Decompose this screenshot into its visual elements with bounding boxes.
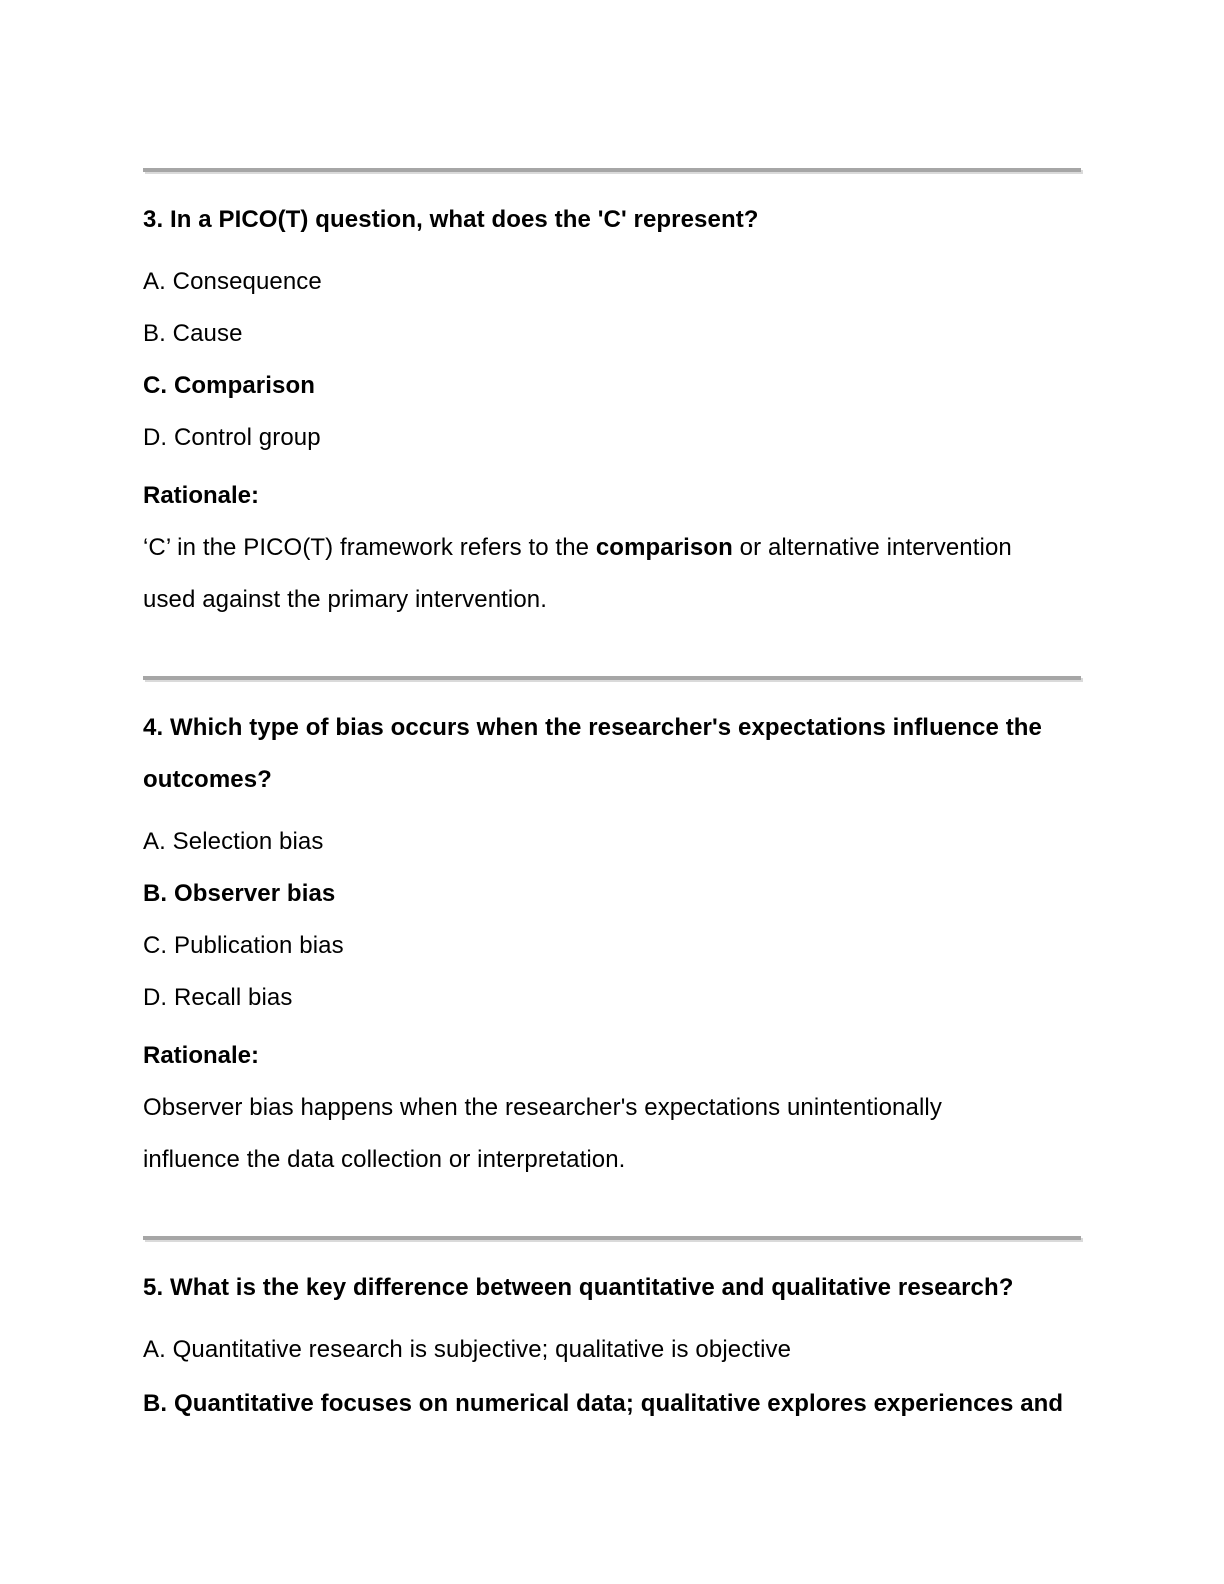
rationale-text-line: [143, 574, 1081, 626]
answer-options: [143, 816, 1081, 1024]
section-divider: [143, 168, 1081, 172]
text-segment: or alternative intervention: [732, 534, 1012, 561]
section-divider: [143, 676, 1081, 680]
rationale-label: Rationale:: [143, 482, 260, 509]
rationale-block: [143, 1030, 1081, 1186]
document-content: [143, 0, 1081, 1430]
rationale-text-line: [143, 522, 1081, 574]
text-segment: Observer bias happens when the researcher's expectations unintentionally: [143, 1094, 942, 1121]
answer-option: A. Consequence: [143, 268, 322, 295]
question-block: [143, 1236, 1081, 1430]
answer-option: B. Quantitative focuses on numerical data; qualitative explores experiences and: [143, 1390, 1064, 1417]
section-divider: [143, 1236, 1081, 1240]
rationale-text-line: [143, 1134, 1081, 1186]
text-segment: influence the data collection or interpretation.: [143, 1146, 626, 1173]
question-heading-line: 3. In a PICO(T) question, what does the 'C' represent?: [143, 206, 759, 233]
answer-options: [143, 1324, 1081, 1430]
question-heading-line: 5. What is the key difference between quantitative and qualitative research?: [143, 1274, 1014, 1301]
question-heading-line: 4. Which type of bias occurs when the researcher's expectations influence the: [143, 714, 1043, 741]
rationale-text-line: [143, 1082, 1081, 1134]
answer-option: D. Recall bias: [143, 984, 293, 1011]
answer-options: [143, 256, 1081, 464]
text-segment: used against the primary intervention.: [143, 586, 548, 613]
answer-option: B. Observer bias: [143, 880, 336, 907]
answer-option: D. Control group: [143, 424, 321, 451]
answer-option: C. Publication bias: [143, 932, 344, 959]
answer-option: B. Cause: [143, 320, 243, 347]
text-segment: comparison: [595, 534, 733, 561]
answer-option: A. Selection bias: [143, 828, 324, 855]
question-block: [143, 676, 1081, 1186]
text-segment: ‘C’ in the PICO(T) framework refers to the: [143, 534, 596, 561]
rationale-label: Rationale:: [143, 1042, 260, 1069]
question-block: [143, 168, 1081, 626]
question-heading: [143, 1262, 1081, 1314]
question-heading-line: outcomes?: [143, 766, 272, 793]
question-heading: [143, 702, 1081, 806]
question-heading: [143, 194, 1081, 246]
answer-option: A. Quantitative research is subjective; qualitative is objective: [143, 1336, 792, 1363]
answer-option: C. Comparison: [143, 372, 315, 399]
rationale-block: [143, 470, 1081, 626]
